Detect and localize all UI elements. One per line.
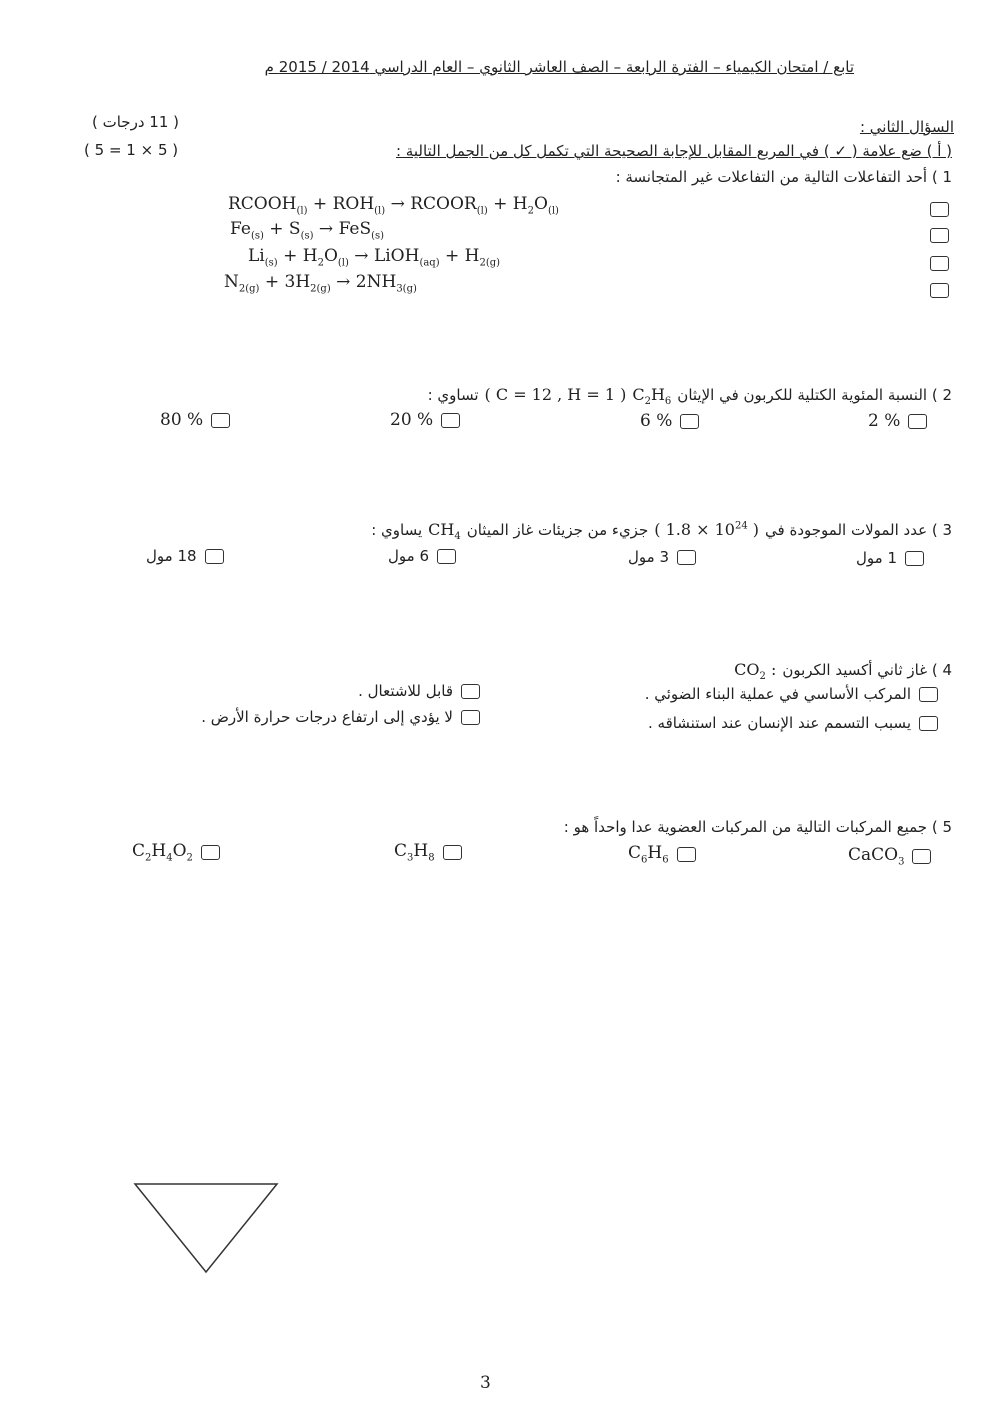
q3-option-3-label: 6 مول	[388, 547, 429, 565]
q5-option-1-checkbox[interactable]	[912, 849, 931, 864]
q3-option-1-label: 1 مول	[856, 549, 897, 567]
q2-option-1[interactable]	[868, 411, 927, 431]
q4-option-2-checkbox[interactable]	[461, 684, 480, 699]
q4-option-4[interactable]	[201, 708, 480, 726]
q4-option-2[interactable]	[358, 682, 480, 700]
q4-option-3-checkbox[interactable]	[919, 716, 938, 731]
q2-ethane-formula: $C_2H_6$	[632, 385, 672, 408]
q2-option-3-checkbox[interactable]	[441, 413, 460, 428]
q2-atomic-masses: ( C = 12 , H = 1 )	[484, 385, 627, 404]
q5-option-3-label: $C_3H_8$	[394, 841, 435, 864]
page-number: 3	[480, 1373, 491, 1393]
q4-option-4-checkbox[interactable]	[461, 710, 480, 725]
q5-option-3-checkbox[interactable]	[443, 845, 462, 860]
q2-option-1-label: 2 %	[868, 411, 901, 431]
q3-option-3[interactable]	[388, 547, 456, 565]
q2-option-2[interactable]	[640, 411, 699, 431]
q3-option-2-label: 3 مول	[628, 548, 669, 566]
q5-text: 5 ) جميع المركبات التالية من المركبات العضوية عدا واحداً هو :	[563, 818, 952, 836]
q1-option-3-equation: $Li_{(s)} + H_2O_{(l)}$ → LiOH$_{(aq)}$ + $H_{2(g)}$	[248, 246, 501, 269]
q1-option-4-equation: $N_{2(g)} + 3H_{2(g)} \to 2NH_{3(g)}$	[224, 272, 417, 295]
q3-option-3-checkbox[interactable]	[437, 549, 456, 564]
continue-triangle-icon	[130, 1178, 282, 1278]
q1-option-2-equation: $Fe_{(s)} + S_{(s)} \to FeS_{(s)}$	[230, 219, 385, 242]
q1-option-1-equation: $RCOOH_{(l)} + ROH_{(l)}$ → $RCOOR_{(l)} + H_2O_{(l)}$	[228, 194, 559, 217]
q5-option-4[interactable]	[132, 841, 220, 863]
q5-option-4-label: $C_2H_4O_2$	[132, 841, 193, 864]
page-header: تابع / امتحان الكيمياء – الفترة الرابعة – الصف العاشر الثانوي – العام الدراسي 2014 / 2015 م	[264, 58, 854, 76]
q4-co2-formula: $CO_2$ :	[734, 660, 777, 683]
q5-option-3[interactable]	[394, 841, 462, 863]
q2-option-4-checkbox[interactable]	[211, 413, 230, 428]
q2-option-3[interactable]	[390, 410, 460, 430]
q1-option-2-checkbox[interactable]	[930, 228, 949, 243]
q4-option-1-checkbox[interactable]	[919, 687, 938, 702]
q4-option-2-label: قابل للاشتعال .	[358, 682, 453, 700]
q1-option-4-checkbox[interactable]	[930, 283, 949, 298]
q3-text-b: جزيء من جزيئات غاز الميثان	[466, 521, 649, 539]
q5-option-1[interactable]	[848, 845, 931, 867]
q5-option-2-checkbox[interactable]	[677, 847, 696, 862]
q3-option-2-checkbox[interactable]	[677, 550, 696, 565]
q2-option-2-label: 6 %	[640, 411, 673, 431]
q2-option-4[interactable]	[160, 410, 230, 430]
question-marks: ( 11 درجات )	[92, 113, 179, 131]
q4-option-3-label: يسبب التسمم عند الإنسان عند استنشاقه .	[647, 714, 911, 732]
q4-text-a: 4 ) غاز ثاني أكسيد الكربون	[782, 661, 952, 679]
q2-option-2-checkbox[interactable]	[680, 414, 699, 429]
question-title: السؤال الثاني :	[859, 118, 954, 136]
q3-quantity: ( $1.8 \times 10^{24}$ )	[654, 520, 760, 539]
q2-option-4-label: 80 %	[160, 410, 204, 430]
question-formula: ( 5 × 1 = 5 )	[84, 141, 179, 159]
q5-option-2-label: $C_6H_6$	[628, 843, 669, 866]
q3-option-2[interactable]	[628, 548, 696, 566]
q2-option-1-checkbox[interactable]	[908, 414, 927, 429]
q1-option-3-checkbox[interactable]	[930, 256, 949, 271]
q2-text-b: تساوي :	[427, 386, 479, 404]
q3-methane-formula: $CH_4$	[428, 520, 461, 543]
q2-text-a: 2 ) النسبة المئوية الكتلية للكربون في الإيثان	[677, 386, 952, 404]
q3-option-4-label: 18 مول	[146, 547, 197, 565]
q1-option-1-checkbox[interactable]	[930, 202, 949, 217]
q3-option-1-checkbox[interactable]	[905, 551, 924, 566]
q5-option-2[interactable]	[628, 843, 696, 865]
q4-text	[734, 660, 952, 682]
q1-text: 1 ) أحد التفاعلات التالية من التفاعلات غير المتجانسة :	[615, 168, 952, 186]
q5-option-1-label: CaCO$_3$	[848, 845, 905, 868]
q3-option-4-checkbox[interactable]	[205, 549, 224, 564]
q3-text	[371, 520, 952, 542]
question-instruction: ( أ ) ضع علامة ( ✓ ) في المربع المقابل للإجابة الصحيحة التي تكمل كل من الجمل التالية :	[395, 142, 952, 160]
q4-option-4-label: لا يؤدي إلى ارتفاع درجات حرارة الأرض .	[201, 708, 453, 726]
q3-text-a: 3 ) عدد المولات الموجودة في	[765, 521, 952, 539]
q5-option-4-checkbox[interactable]	[201, 845, 220, 860]
q4-option-1[interactable]	[645, 685, 938, 703]
q2-option-3-label: 20 %	[390, 410, 434, 430]
q3-option-1[interactable]	[856, 549, 924, 567]
q4-option-1-label: المركب الأساسي في عملية البناء الضوئي .	[644, 685, 911, 703]
q3-text-c: يساوي :	[371, 521, 423, 539]
q4-option-3[interactable]	[648, 714, 938, 732]
q2-text	[428, 385, 952, 407]
q3-option-4[interactable]	[146, 547, 224, 565]
